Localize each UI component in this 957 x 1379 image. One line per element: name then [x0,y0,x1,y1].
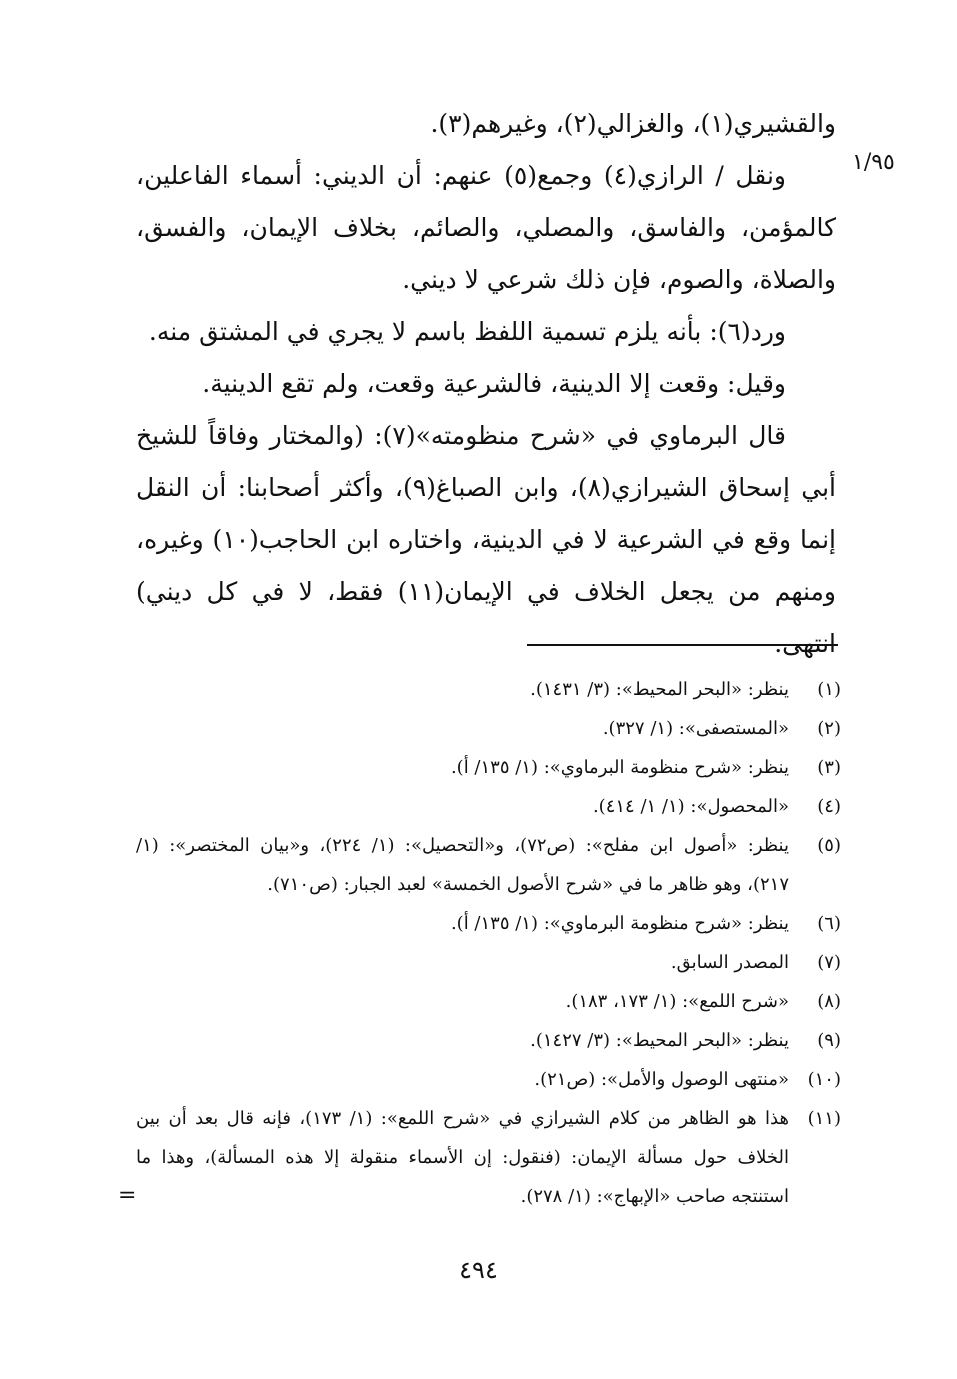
footnote-text: المصدر السابق. [670,952,789,973]
footnote [136,1099,841,1216]
footnote-separator [527,644,838,646]
paragraph-5: قال البرماوي في «شرح منظومته»(٧): (والمختار وفاقاً للشيخ أبي إسحاق الشيرازي(٨)، وابن الصباغ(٩)، وأكثر أصحابنا: أن النقل إنما وقع في الشرعية لا في الدينية، واختاره ابن الحاجب(١٠) وغيره، ومنهم من يجعل الخلاف في الإيمان(١١) فقط، لا في كل ديني) انتهى. [136,421,836,658]
footnote-number: (٤) [817,796,841,817]
main-text [136,98,836,670]
footnote-number: (٧) [817,952,841,973]
footnote-number: (٩) [817,1030,841,1051]
footnote-number: (١) [817,679,841,700]
footnote-text: ينظر: «شرح منظومة البرماوي»: (١/ ١٣٥/ أ). [450,913,789,934]
footnote [136,1060,841,1099]
footnote-text: ينظر: «شرح منظومة البرماوي»: (١/ ١٣٥/ أ). [450,757,789,778]
footnote [136,943,841,982]
paragraph-1: والقشيري(١)، والغزالي(٢)، وغيرهم(٣). [430,109,836,138]
footnote-text: ينظر: «أصول ابن مفلح»: (ص٧٢)، و«التحصيل»: (١/ ٢٢٤)، و«بيان المختصر»: (١/ ٢١٧)، وهو ظاهر ما في «شرح الأصول الخمسة» لعبد الجبار: (ص٧١٠). [136,835,790,895]
footnote-text: «شرح اللمع»: (١/ ١٧٣، ١٨٣). [565,991,789,1012]
footnote-number: (٥) [817,835,841,856]
footnote-text: «المحصول»: (١/ ١/ ٤١٤). [592,796,789,817]
footnote-text: ينظر: «البحر المحيط»: (٣/ ١٤٣١). [530,679,789,700]
footnote-text: هذا هو الظاهر من كلام الشيرازي في «شرح اللمع»: (١/ ١٧٣)، فإنه قال بعد أن بين الخلاف حول مسألة الإيمان: (فنقول: إن الأسماء منقولة إلا هذه المسألة)، وهذا ما استنتجه صاحب «الإبهاج»: (١/ ٢٧٨). [136,1108,789,1207]
footnote-number: (٦) [817,913,841,934]
manuscript-folio-note: ١/٩٥ [852,150,895,175]
footnote-number: (٨) [817,991,841,1012]
footnote-text: «منتهى الوصول والأمل»: (ص٢١). [534,1069,789,1090]
paragraph-4: وقيل: وقعت إلا الدينية، فالشرعية وقعت، ولم تقع الدينية. [202,369,786,398]
footnote-text: «المستصفى»: (١/ ٣٢٧). [602,718,789,739]
footnote [136,982,841,1021]
footnotes [136,670,841,1216]
paragraph-2: ونقل / الرازي(٤) وجمع(٥) عنهم: أن الديني: أسماء الفاعلين، كالمؤمن، والفاسق، والمصلي، والصائم، بخلاف الإيمان، والفسق، والصلاة، والصوم، فإن ذلك شرعي لا ديني. [136,161,836,294]
footnote [136,787,841,826]
page-number: ٤٩٤ [459,1256,498,1284]
paragraph-3: ورد(٦): بأنه يلزم تسمية اللفظ باسم لا يجري في المشتق منه. [148,317,786,346]
footnote-text: ينظر: «البحر المحيط»: (٣/ ١٤٢٧). [530,1030,789,1051]
footnote [136,748,841,787]
footnote [136,826,841,904]
footnote [136,670,841,709]
footnote [136,1021,841,1060]
footnote-number: (١٠) [807,1069,841,1090]
footnote [136,709,841,748]
footnote-number: (١١) [807,1108,841,1129]
footnote-continuation-mark: = [118,1183,137,1208]
footnote-number: (٣) [817,757,841,778]
footnote-number: (٢) [817,718,841,739]
footnote [136,904,841,943]
